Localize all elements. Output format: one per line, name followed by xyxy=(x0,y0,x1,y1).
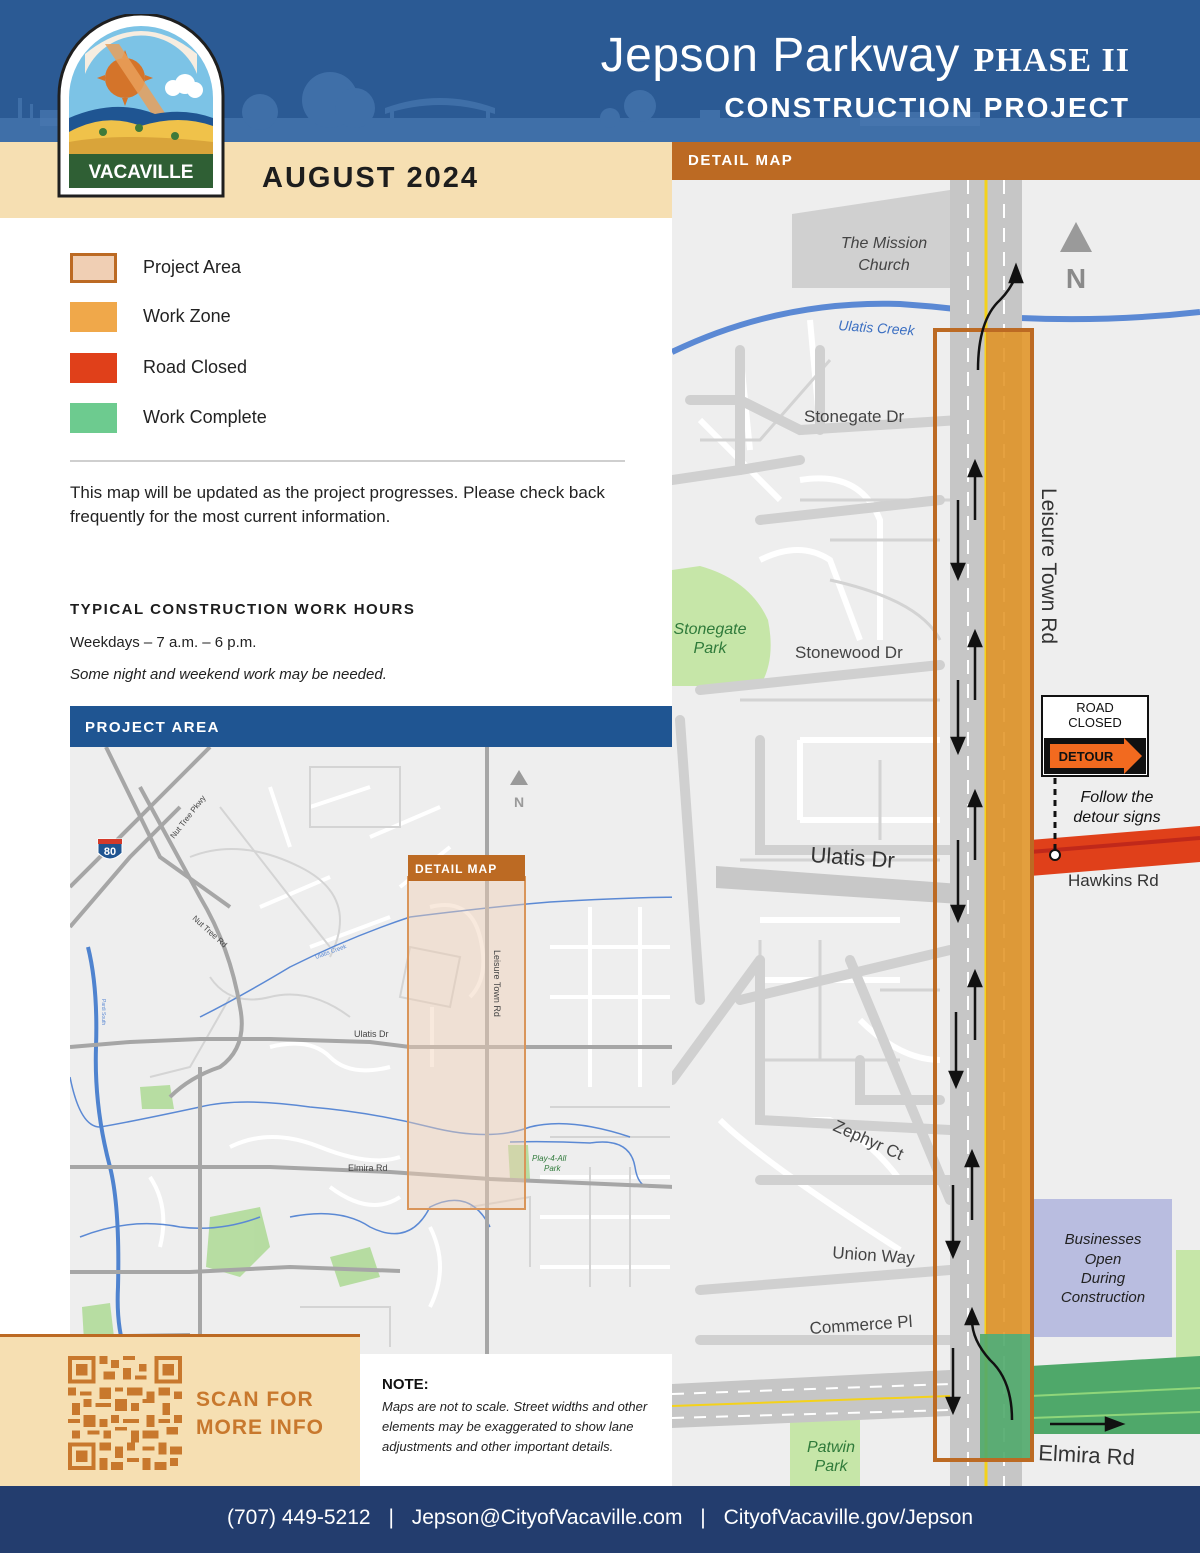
businesses-label-3: During xyxy=(1080,1270,1126,1287)
page-subtitle: CONSTRUCTION PROJECT xyxy=(724,92,1130,123)
logo-text: VACAVILLE xyxy=(88,162,194,183)
patwin-park-label-2: Park xyxy=(814,1458,848,1475)
scan-for-more-info xyxy=(196,1386,346,1442)
work-hours-note: Some night and weekend work may be needed. xyxy=(70,666,387,683)
play-park-label-line2: Park xyxy=(544,1164,561,1173)
detail-map xyxy=(672,180,1200,1486)
legend-label: Project Area xyxy=(143,257,242,277)
footer-separator: | xyxy=(388,1506,394,1529)
project-area-map xyxy=(70,747,697,1354)
website-link[interactable]: CityofVacaville.gov/Jepson xyxy=(723,1506,974,1529)
leisure-town-rd-label: Leisure Town Rd xyxy=(1037,488,1060,645)
nut-tree-pkwy-label: Nut Tree Pkwy xyxy=(168,793,208,841)
legend-label: Work Zone xyxy=(143,306,231,326)
creek-label: Pardi South xyxy=(100,999,106,1026)
stonegate-park-label-1: Stonegate xyxy=(673,621,747,638)
north-label: N xyxy=(513,794,525,810)
nut-tree-rd-label: Nut Tree Rd xyxy=(190,913,229,950)
patwin-park-label-1: Patwin xyxy=(806,1439,856,1456)
businesses-open-area xyxy=(1034,1199,1172,1337)
road-closed-swatch xyxy=(70,353,117,383)
work-complete-area xyxy=(980,1334,1030,1460)
legend-label: Work Complete xyxy=(143,407,267,427)
page-title: Jepson Parkway PHASE II xyxy=(600,29,1130,82)
zephyr-ct-label: Zephyr Ct xyxy=(830,1116,907,1165)
businesses-label-4: Construction xyxy=(1060,1289,1146,1306)
road-closed-line1: ROAD xyxy=(1076,700,1114,715)
mission-church-label-1: The Mission xyxy=(840,235,928,252)
legend-label: Road Closed xyxy=(143,357,248,377)
ulatis-dr-label: Ulatis Dr xyxy=(354,1029,389,1039)
interstate-80-shield xyxy=(98,839,122,859)
union-way-label: Union Way xyxy=(831,1243,916,1268)
mission-church-label-2: Church xyxy=(858,257,910,274)
vacaville-logo xyxy=(55,14,227,200)
leisure-town-rd-label: Leisure Town Rd xyxy=(492,950,502,1017)
phase-label: PHASE II xyxy=(973,42,1130,79)
phone-link[interactable]: (707) 449-5212 xyxy=(226,1506,371,1529)
stonegate-park-label-2: Park xyxy=(693,640,727,657)
update-note: This map will be updated as the project progresses. Please check back frequently for the most current information. xyxy=(70,483,605,526)
note-text: Maps are not to scale. Street widths and other elements may be exaggerated to show lane adjustments and other important details. xyxy=(382,1399,648,1454)
businesses-label-1: Businesses xyxy=(1064,1231,1142,1248)
ulatis-dr-label: Ulatis Dr xyxy=(809,842,896,873)
project-area-title: PROJECT AREA xyxy=(85,719,220,736)
detail-map-marker-label: DETAIL MAP xyxy=(415,862,498,876)
work-zone-area xyxy=(986,332,1030,1334)
work-complete-swatch xyxy=(70,403,117,433)
elmira-rd-label: Elmira Rd xyxy=(1037,1440,1136,1471)
commerce-pl-label: Commerce Pl xyxy=(808,1311,913,1338)
elmira-rd-label: Elmira Rd xyxy=(348,1163,388,1173)
scan-line-1: SCAN FOR xyxy=(196,1388,314,1411)
detail-map-title: DETAIL MAP xyxy=(688,152,794,169)
follow-detour-label-2: detour signs xyxy=(1073,809,1161,826)
businesses-label-2: Open xyxy=(1084,1251,1122,1268)
road-closed-line2: CLOSED xyxy=(1068,715,1122,730)
north-label: N xyxy=(1065,263,1087,294)
follow-detour-label-1: Follow the xyxy=(1080,789,1154,806)
work-zone-swatch xyxy=(70,302,117,332)
play-park-label-line1: Play-4-All xyxy=(532,1154,567,1163)
footer-separator: | xyxy=(700,1506,706,1529)
ulatis-creek-label: Ulatis Creek xyxy=(837,317,915,339)
project-area-swatch xyxy=(70,253,117,283)
email-link[interactable]: Jepson@CityofVacaville.com xyxy=(411,1506,683,1529)
stonegate-dr-label: Stonegate Dr xyxy=(804,407,905,426)
qr-code[interactable] xyxy=(68,1356,182,1470)
work-hours-weekdays: Weekdays – 7 a.m. – 6 p.m. xyxy=(70,634,257,651)
road-closed-sign xyxy=(1042,696,1148,776)
stonewood-dr-label: Stonewood Dr xyxy=(795,643,903,662)
footer-contact xyxy=(0,1506,1200,1530)
note-title: NOTE: xyxy=(382,1376,429,1393)
scan-line-2: MORE INFO xyxy=(196,1416,324,1439)
issue-date: AUGUST 2024 xyxy=(262,162,480,194)
hawkins-rd-label: Hawkins Rd xyxy=(1068,871,1159,890)
ulatis-creek-label: Ulatis Creek xyxy=(314,944,348,961)
divider xyxy=(70,460,625,462)
work-hours-title: TYPICAL CONSTRUCTION WORK HOURS xyxy=(70,601,416,618)
detour-label: DETOUR xyxy=(1058,749,1114,764)
interstate-number: 80 xyxy=(103,846,117,858)
